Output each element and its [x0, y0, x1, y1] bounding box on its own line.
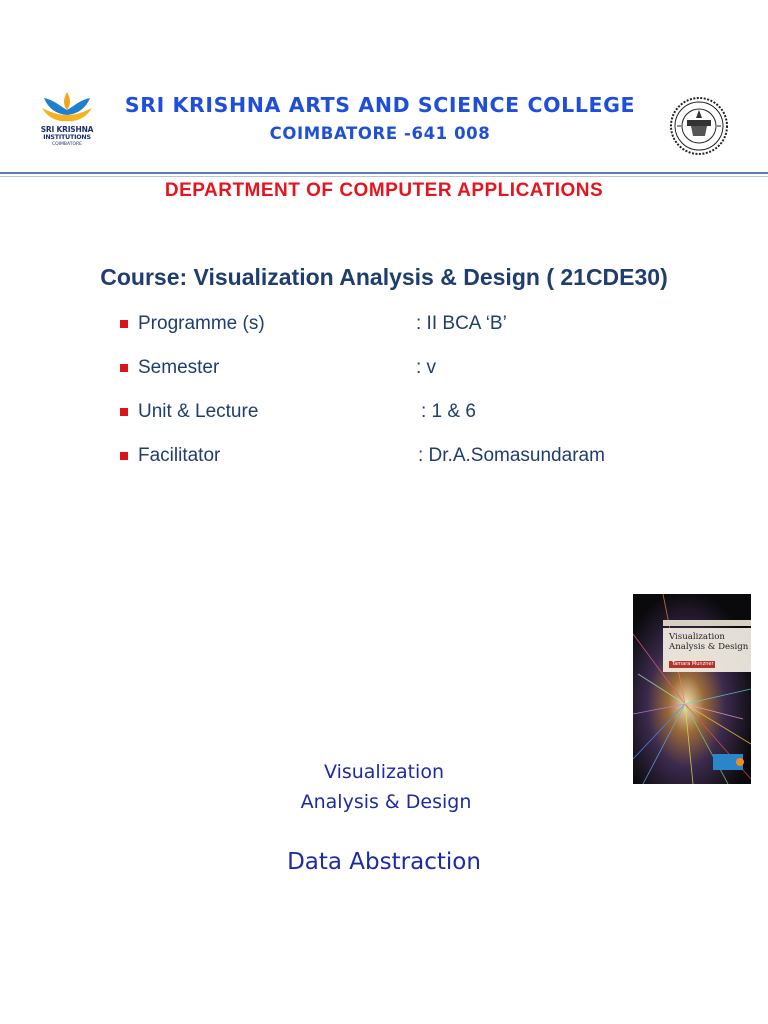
info-row-programme [0, 313, 768, 341]
book-author: Tamara Munzner [672, 661, 714, 667]
info-label: Semester [138, 357, 220, 378]
logo-caption-city: COIMBATORE [52, 142, 82, 147]
book-title-line1: Visualization [669, 632, 725, 642]
book-title [669, 632, 749, 652]
course-info-list [0, 0, 768, 480]
college-city: COIMBATORE -641 008 [269, 124, 491, 143]
book-title-line2: Analysis & Design [669, 642, 749, 652]
lecture-subtitle: Data Abstraction [287, 849, 481, 875]
bullet-square-icon [120, 408, 128, 416]
info-value: : v [416, 357, 437, 378]
college-name: SRI KRISHNA ARTS AND SCIENCE COLLEGE [124, 93, 636, 117]
info-value: : Dr.A.Somasundaram [418, 445, 605, 466]
info-row-facilitator [0, 445, 768, 473]
bullet-square-icon [120, 364, 128, 372]
bullet-square-icon [120, 320, 128, 328]
book-header-band [663, 620, 751, 626]
logo-caption-institutions: INSTITUTIONS [43, 134, 91, 141]
info-label: Facilitator [138, 445, 221, 466]
department-title: DEPARTMENT OF COMPUTER APPLICATIONS [164, 180, 604, 201]
info-row-unit-lecture [0, 401, 768, 429]
info-row-semester [0, 357, 768, 385]
info-value: : 1 & 6 [421, 401, 476, 422]
logo-caption-name: SRI KRISHNA [40, 125, 94, 134]
info-value: : II BCA ‘B’ [416, 313, 507, 334]
topic-line1: Visualization [323, 761, 444, 783]
course-title: Course: Visualization Analysis & Design ( 21CDE30) [100, 264, 668, 290]
book-cover-image [633, 594, 751, 784]
info-label: Programme (s) [138, 313, 265, 334]
bullet-square-icon [120, 452, 128, 460]
book-author-badge [669, 661, 715, 668]
topic-line2: Analysis & Design [300, 791, 472, 813]
info-label: Unit & Lecture [138, 401, 259, 422]
